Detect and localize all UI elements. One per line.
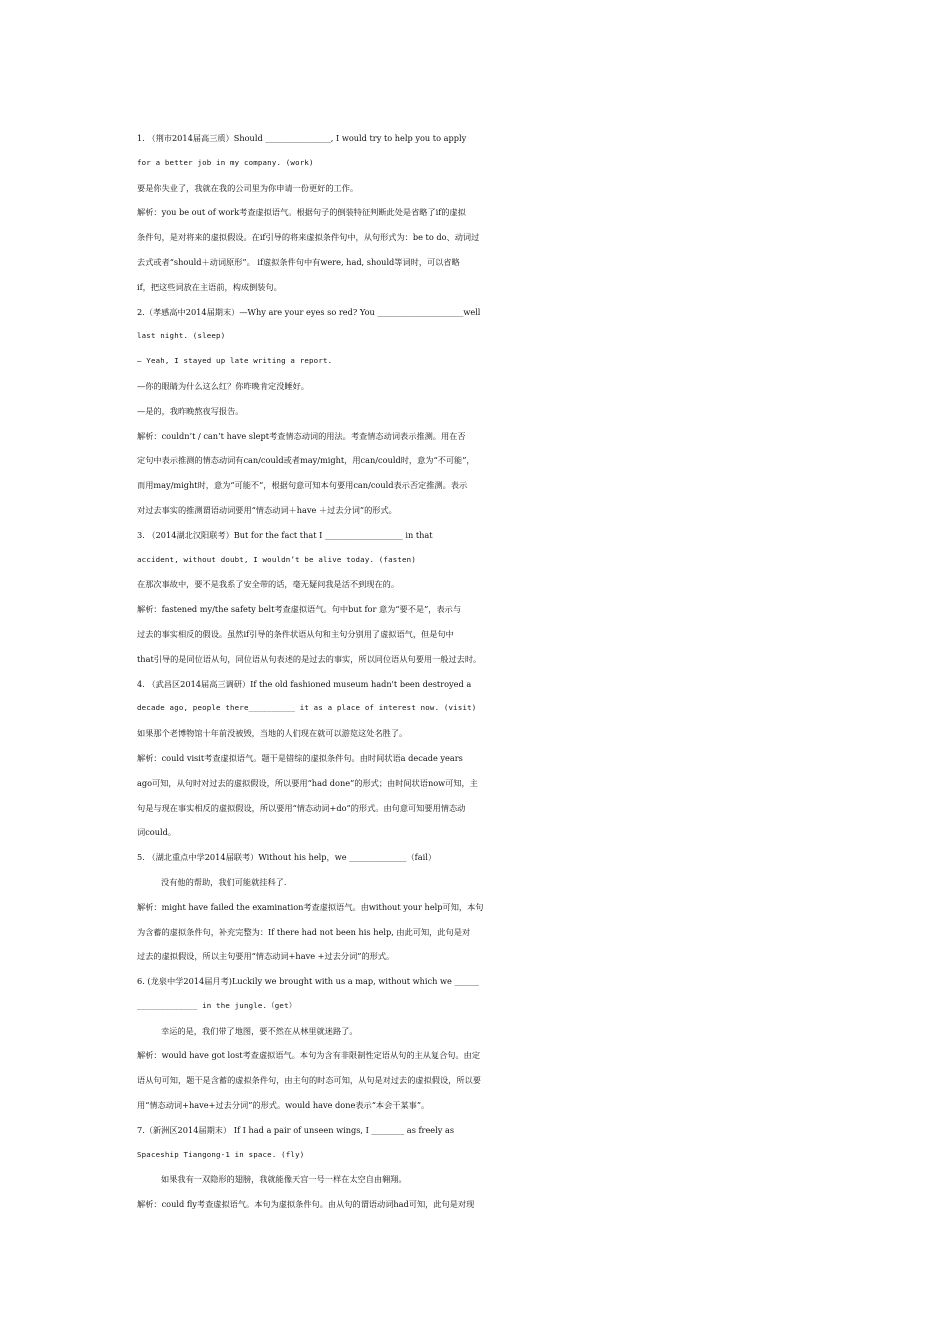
q5-translation: 没有他的帮助，我们可能就挂科了. xyxy=(161,876,287,887)
q5-analysis-1: 解析：might have failed the examination考查虚拟语气。由without your help可知，本句 xyxy=(137,901,484,912)
q3-analysis-1: 解析：fastened my/the safety belt考查虚拟语气。句中but for 意为“要不是”，表示与 xyxy=(137,604,462,615)
q1-line-2: for a better job in my company. (work) xyxy=(137,157,314,167)
q2-analysis-3: 而用may/might时，意为“可能不”，根据句意可知本句要用can/could表示否定推测。表示 xyxy=(137,480,468,491)
q4-analysis-3: 句是与现在事实相反的虚拟假设，所以要用“情态动词+do”的形式。由句意可知要用情态动 xyxy=(137,802,466,813)
q6-line-1: 6. (龙泉中学2014届月考)Luckily we brought with us a map, without which we ______ xyxy=(137,976,480,987)
q2-answer-line: — Yeah, I stayed up late writing a report. xyxy=(137,356,333,366)
q7-line-2: Spaceship Tiangong-1 in space. (fly) xyxy=(137,1149,305,1159)
q2-translation-1: —你的眼睛为什么这么红？你昨晚肯定没睡好。 xyxy=(137,380,309,391)
q2-analysis-4: 对过去事实的推测谓语动词要用“情态动词＋have ＋过去分词”的形式。 xyxy=(137,504,397,515)
q1-analysis-2: 条件句，是对将来的虚拟假设。在if引导的将来虚拟条件句中，从句形式为：be to do、动词过 xyxy=(137,232,480,243)
q4-analysis-1: 解析：could visit考查虚拟语气。题干是错综的虚拟条件句。由时间状语a decade years xyxy=(137,752,463,763)
q1-analysis-1: 解析：you be out of work考查虚拟语气。根据句子的倒装特征判断此处是省略了if的虚拟 xyxy=(137,207,466,218)
q7-line-1: 7.（新洲区2014届期末） If I had a pair of unseen wings, I ________ as freely as xyxy=(137,1124,455,1135)
q7-translation: 如果我有一双隐形的翅膀，我就能像天宫一号一样在太空自由翱翔。 xyxy=(161,1174,407,1185)
q4-analysis-4: 词could。 xyxy=(137,827,177,838)
q2-line-1: 2.（孝感高中2014届期末）—Why are your eyes so red? You _____________________well xyxy=(137,306,481,317)
q4-translation: 如果那个老博物馆十年前没被毁，当地的人们现在就可以游览这处名胜了。 xyxy=(137,728,408,739)
q1-analysis-3: 去式或者“should＋动词原形”。 if虚拟条件句中有were, had, should等词时，可以省略 xyxy=(137,256,460,267)
q2-analysis-1: 解析：couldn’t / can’t have slept考查情态动词的用法。考查情态动词表示推测。用在否 xyxy=(137,430,466,441)
q2-analysis-2: 定句中表示推测的情态动词有can/could或者may/might，用can/could时，意为“不可能”， xyxy=(137,455,475,466)
q6-analysis-2: 语从句可知，题干是含蓄的虚拟条件句，由主句的时态可知，从句是对过去的虚拟假设，所以要 xyxy=(137,1075,481,1086)
document-body xyxy=(137,126,827,1217)
q1-translation: 要是你失业了，我就在我的公司里为你申请一份更好的工作。 xyxy=(137,182,359,193)
q3-line-2: accident, without doubt, I wouldn’t be alive today. (fasten) xyxy=(137,554,416,564)
q4-line-1: 4. （武昌区2014届高三调研）If the old fashioned museum hadn't been destroyed a xyxy=(137,678,472,689)
q6-translation: 幸运的是，我们带了地图，要不然在从林里就迷路了。 xyxy=(161,1025,358,1036)
q6-analysis-1: 解析：would have got lost考查虚拟语气。本句为含有非限制性定语从句的主从复合句。由定 xyxy=(137,1050,481,1061)
q3-translation: 在那次事故中，要不是我系了安全带的话，毫无疑问我是活不到现在的。 xyxy=(137,579,400,590)
q4-analysis-2: ago可知，从句时对过去的虚拟假设，所以要用“had done”的形式；由时间状语now可知，主 xyxy=(137,777,478,788)
q2-line-2: last night. (sleep) xyxy=(137,331,226,341)
q3-analysis-2: 过去的事实相反的假设。虽然if引导的条件状语从句和主句分别用了虚拟语气，但是句中 xyxy=(137,628,454,639)
q2-translation-2: —是的，我昨晚熬夜写报告。 xyxy=(137,405,244,416)
q1-analysis-4: if，把这些词放在主语前，构成倒装句。 xyxy=(137,281,282,292)
q6-line-2: _____________ in the jungle.（get） xyxy=(137,1000,297,1010)
q5-analysis-3: 过去的虚拟假设，所以主句要用“情态动词+have +过去分词”的形式。 xyxy=(137,951,395,962)
q1-line-1: 1. （荆市2014届高三质）Should ________________, I would try to help you to apply xyxy=(137,133,467,143)
q3-line-1: 3. （2014湖北汉阳联考）But for the fact that I ___________________ in that xyxy=(137,529,433,540)
q6-analysis-3: 用“情态动词+have+过去分词”的形式。would have done表示“本会干某事”。 xyxy=(137,1100,430,1111)
q5-analysis-2: 为含蓄的虚拟条件句，补充完整为：If there had not been his help, 由此可知，此句是对 xyxy=(137,926,471,937)
q7-analysis-1: 解析：could fly考查虚拟语气。本句为虚拟条件句。由从句的谓语动词had可知，此句是对现 xyxy=(137,1199,475,1210)
q4-line-2: decade ago, people there__________ it as a place of interest now. (visit) xyxy=(137,703,477,713)
q3-analysis-3: that引导的是同位语从句，同位语从句表述的是过去的事实，所以同位语从句要用一般过去时。 xyxy=(137,653,482,664)
q5-line-1: 5. （湖北重点中学2014届联考）Without his help，we ______________（fail） xyxy=(137,852,437,863)
